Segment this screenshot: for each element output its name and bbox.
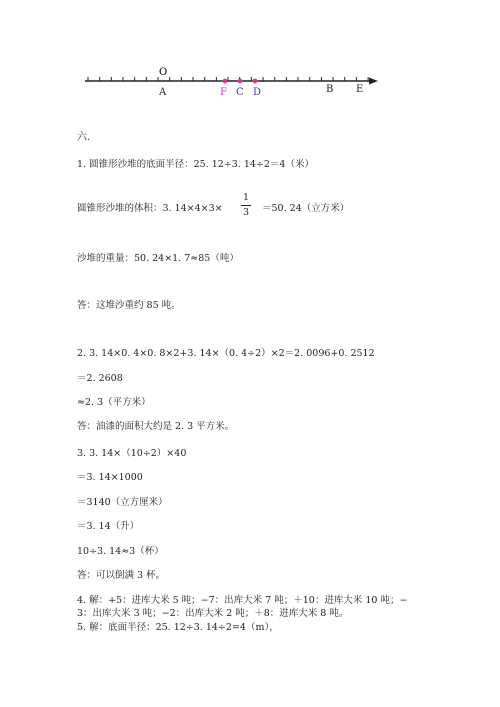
q1-fraction-bar (241, 205, 251, 206)
q2-line4: 答：油漆的面积大约是 2. 3 平方米。 (77, 421, 235, 432)
q3-line3: ＝3140（立方厘米） (77, 497, 168, 508)
q1-line2-pre: 圆锥形沙堆的体积：3. 14×4×3× (77, 203, 223, 214)
q5-line1: 5. 解：底面半径：25. 12÷3. 14÷2=4（m）， (77, 622, 279, 633)
label-a: A (159, 87, 167, 98)
q3-line1: 3. 3. 14×（10÷2）×40 (77, 448, 187, 459)
section-title: 六. (77, 132, 91, 143)
q3-line6: 答：可以倒满 3 杯。 (77, 570, 166, 581)
origin-label: O (159, 67, 168, 78)
label-d: D (253, 87, 262, 98)
label-f: F (220, 87, 227, 98)
label-b: B (326, 84, 334, 95)
point-f (223, 79, 228, 84)
point-d (253, 79, 258, 84)
q1-line1: 1. 圆锥形沙堆的底面半径：25. 12÷3. 14÷2＝4（米） (77, 159, 314, 170)
q2-line2: ＝2. 2608 (77, 373, 123, 384)
point-c (238, 79, 243, 84)
q1-line2-post: ＝50. 24（立方米） (262, 203, 350, 214)
q3-line2: ＝3. 14×1000 (77, 472, 143, 483)
q1-fraction-numerator: 1 (242, 192, 250, 203)
q1-line3: 沙堆的重量：50. 24×1. 7≈85（吨） (77, 253, 239, 264)
number-line-arrow-icon (369, 78, 378, 85)
q1-line4: 答：这堆沙重约 85 吨。 (77, 300, 181, 311)
number-line (0, 0, 500, 110)
q3-line4: ＝3. 14（升） (77, 521, 140, 532)
label-e: E (356, 84, 364, 95)
q2-line3: ≈2. 3（平方米） (77, 397, 151, 408)
q3-line5: 10÷3. 14≈3（杯） (77, 546, 164, 557)
q4-line2: 3：出库大米 3 吨；−2：出库大米 2 吨；＋8：进库大米 8 吨。 (77, 608, 349, 619)
label-c: C (236, 87, 244, 98)
q1-fraction-denominator: 3 (242, 207, 250, 218)
q4-line1: 4. 解：+5：进库大米 5 吨；−7：出库大米 7 吨；＋10：进库大米 10 吨；− (77, 595, 408, 606)
q2-line1: 2. 3. 14×0. 4×0. 8×2+3. 14×（0. 4÷2）×2＝2. 0096+0. 2512 (77, 348, 375, 359)
